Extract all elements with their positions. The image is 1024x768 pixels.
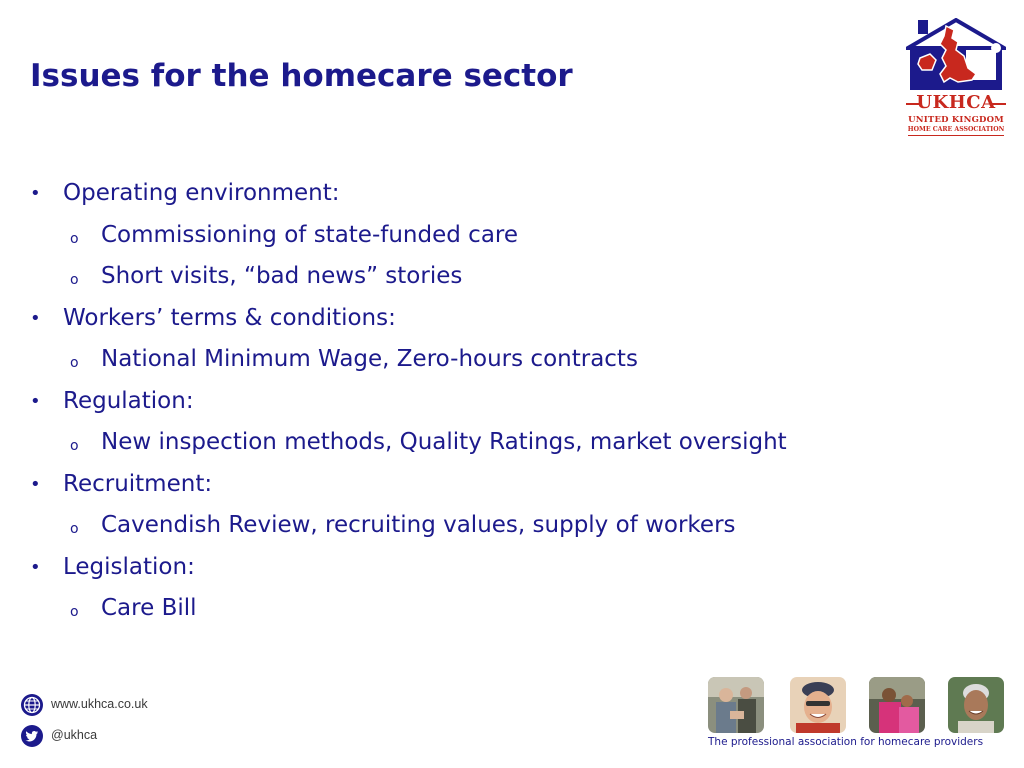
bullet-circle-icon: o: [70, 230, 79, 247]
bullet-circle-icon: o: [70, 272, 79, 288]
website-link[interactable]: www.ukhca.co.uk: [51, 697, 148, 711]
bullet-text: Regulation:: [63, 387, 194, 414]
bullet-text: Commissioning of state-funded care: [101, 221, 519, 248]
house-map-logo-icon: [906, 18, 1006, 92]
logo-line-2: HOME CARE ASSOCIATION: [907, 126, 1005, 133]
twitter-handle[interactable]: @ukhca: [51, 728, 98, 742]
bullet-dot-icon: •: [30, 473, 41, 495]
bullet-text: Legislation:: [63, 553, 195, 580]
globe-icon: [20, 693, 44, 717]
bullet-dot-icon: •: [30, 307, 41, 329]
bullet-dot-icon: •: [30, 183, 41, 204]
bullet-text: Cavendish Review, recruiting values, supply of workers: [101, 512, 736, 538]
elderly-man-smiling-photo: [948, 677, 1004, 733]
bullet-circle-icon: o: [70, 604, 79, 620]
bullet-text: Recruitment:: [63, 470, 213, 497]
bullet-circle-icon: o: [70, 521, 79, 537]
bullet-text: Workers’ terms & conditions:: [63, 304, 396, 331]
bullet-circle-icon: o: [70, 355, 79, 371]
ukhca-logo: [906, 18, 1006, 138]
bullet-dot-icon: •: [30, 390, 41, 412]
slide-title: Issues for the homecare sector: [30, 58, 573, 94]
twitter-bird-icon: [20, 724, 44, 748]
carer-with-elderly-man-photo: [708, 677, 764, 733]
bullet-text: Short visits, “bad news” stories: [101, 263, 463, 289]
bullet-dot-icon: •: [30, 556, 41, 578]
carer-with-woman-photo: [869, 677, 925, 733]
bullet-text: New inspection methods, Quality Ratings, market oversight: [101, 429, 787, 455]
bullet-text: National Minimum Wage, Zero-hours contracts: [101, 346, 638, 372]
logo-line-1: UNITED KINGDOM: [908, 115, 1004, 125]
bullet-text: Operating environment:: [63, 180, 340, 206]
footer-tagline: The professional association for homecare providers: [708, 736, 984, 748]
bullet-circle-icon: o: [70, 438, 79, 454]
logo-abbreviation: UKHCA: [916, 92, 996, 113]
smiling-man-in-cap-photo: [790, 677, 846, 733]
bullet-text: Care Bill: [101, 595, 197, 621]
